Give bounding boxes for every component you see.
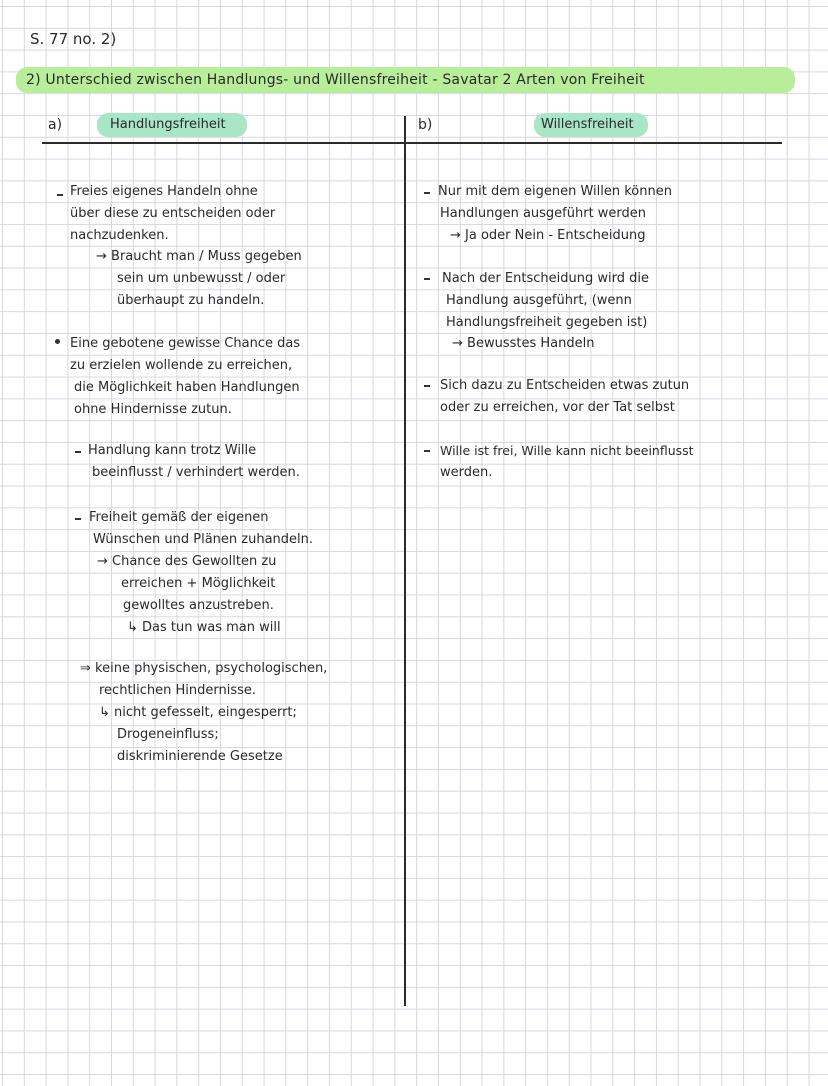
left-line: diskriminierende Gesetze xyxy=(117,749,283,764)
header-rule xyxy=(42,142,782,144)
right-line: Handlung ausgeführt, (wenn xyxy=(446,293,632,308)
right-line: werden. xyxy=(440,465,493,480)
right-line: Sich dazu zu Entscheiden etwas zutun xyxy=(440,378,690,393)
left-line: die Möglichkeit haben Handlungen xyxy=(74,380,300,395)
right-line: → Bewusstes Handeln xyxy=(452,336,595,351)
page-reference: S. 77 no. 2) xyxy=(30,30,117,48)
left-line: überhaupt zu handeln. xyxy=(117,293,265,308)
left-line: → Braucht man / Muss gegeben xyxy=(96,249,302,264)
left-line: gewolltes anzustreben. xyxy=(123,598,274,613)
bullet-dash xyxy=(424,450,430,452)
left-line: rechtlichen Hindernisse. xyxy=(99,683,257,698)
left-line: Handlung kann trotz Wille xyxy=(88,443,257,458)
left-line: erreichen + Möglichkeit xyxy=(121,576,276,591)
left-line: ohne Hindernisse zutun. xyxy=(74,402,232,417)
bullet-dot xyxy=(55,339,60,344)
right-marker: b) xyxy=(418,117,433,133)
left-line: ↳ Das tun was man will xyxy=(127,620,281,635)
right-line: Handlungsfreiheit gegeben ist) xyxy=(446,315,648,330)
bullet-dash xyxy=(75,518,81,520)
left-line: beeinflusst / verhindert werden. xyxy=(92,465,300,480)
left-line: sein um unbewusst / oder xyxy=(117,271,286,286)
right-line: oder zu erreichen, vor der Tat selbst xyxy=(440,400,675,415)
left-line: Freiheit gemäß der eigenen xyxy=(89,510,269,525)
left-line: Eine gebotene gewisse Chance das xyxy=(70,336,301,351)
bullet-dash xyxy=(424,192,430,194)
column-divider xyxy=(404,116,406,1006)
right-line: Wille ist frei, Wille kann nicht beeinflusst xyxy=(440,443,694,458)
left-line: ⇒ keine physischen, psychologischen, xyxy=(80,661,328,676)
right-title: Willensfreiheit xyxy=(541,117,634,132)
page-heading: 2) Unterschied zwischen Handlungs- und Willensfreiheit - Savatar 2 Arten von Freiheit xyxy=(26,72,645,88)
bullet-dash xyxy=(424,278,430,280)
right-line: Handlungen ausgeführt werden xyxy=(440,206,647,221)
left-title: Handlungsfreiheit xyxy=(110,117,226,132)
left-line: Drogeneinfluss; xyxy=(117,727,219,742)
bullet-dash xyxy=(57,194,63,196)
left-line: zu erzielen wollende zu erreichen, xyxy=(70,358,293,373)
left-line: nachzudenken. xyxy=(70,228,169,243)
left-line: über diese zu entscheiden oder xyxy=(70,206,276,221)
bullet-dash xyxy=(424,385,430,387)
right-line: → Ja oder Nein - Entscheidung xyxy=(450,228,646,243)
left-line: ↳ nicht gefesselt, eingesperrt; xyxy=(99,705,297,720)
left-marker: a) xyxy=(48,117,63,133)
left-line: Freies eigenes Handeln ohne xyxy=(70,184,258,199)
right-line: Nach der Entscheidung wird die xyxy=(442,271,649,286)
right-line: Nur mit dem eigenen Willen können xyxy=(438,184,672,199)
left-line: → Chance des Gewollten zu xyxy=(97,554,277,569)
bullet-dash xyxy=(75,451,81,453)
left-line: Wünschen und Plänen zuhandeln. xyxy=(93,532,314,547)
